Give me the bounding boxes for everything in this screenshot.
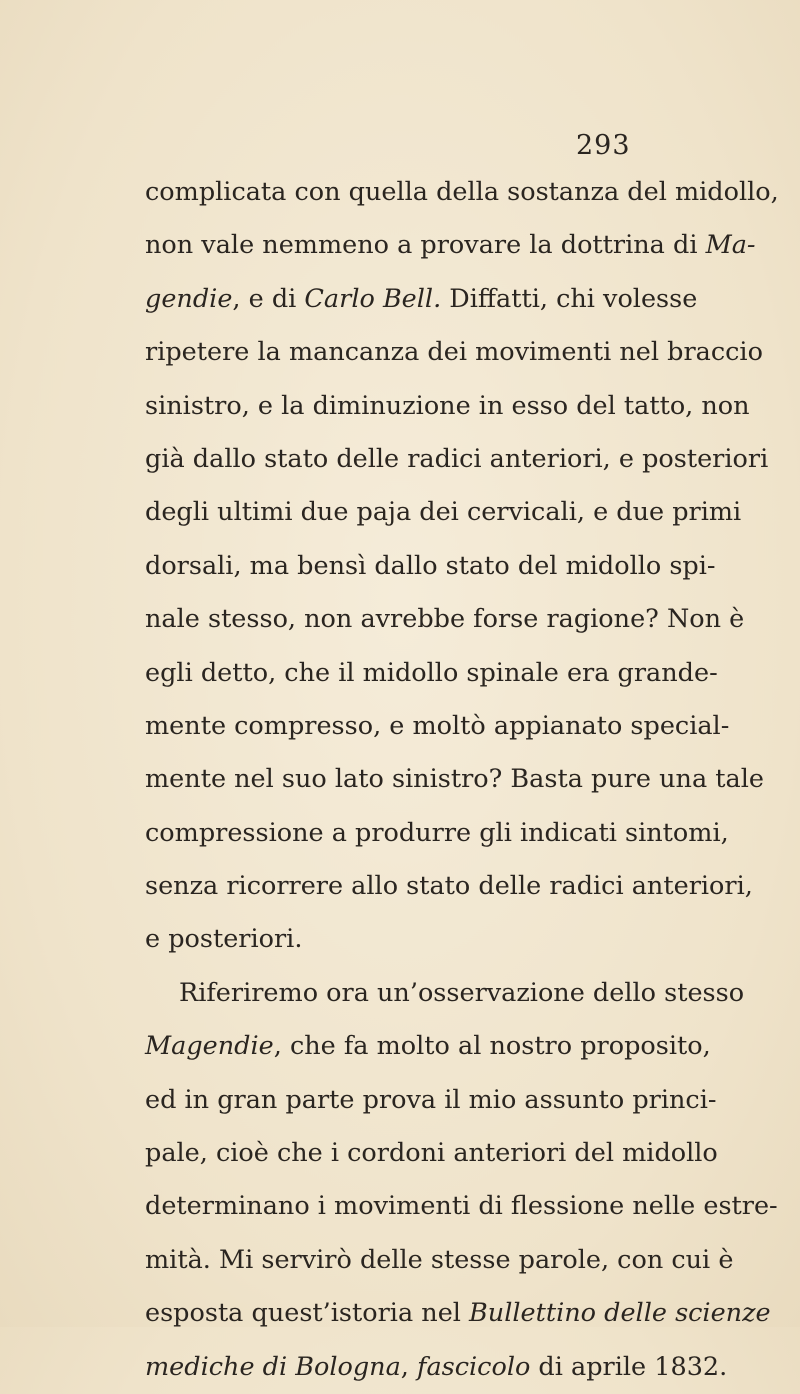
page-number: 293: [576, 130, 631, 161]
text-segment: ed in gran parte prova il mio assunto princi-: [145, 1084, 717, 1115]
text-line: [145, 700, 730, 753]
text-segment: ,: [400, 1351, 418, 1382]
text-segment: mente nel suo lato sinistro? Basta pure una tale: [145, 764, 764, 795]
italic-text: fascicolo: [417, 1351, 531, 1382]
text-line: [145, 273, 698, 326]
text-segment: di aprile 1832.: [530, 1351, 728, 1382]
text-line: [145, 219, 756, 272]
text-line: [145, 1074, 717, 1127]
text-segment: esposta quest’istoria nel: [145, 1298, 470, 1329]
text-segment: , che fa molto al nostro proposito,: [273, 1031, 711, 1062]
text-segment: nale stesso, non avrebbe forse ragione? Non è: [145, 604, 745, 635]
text-line: [145, 326, 763, 379]
italic-text: Carlo Bell.: [304, 283, 442, 314]
text-segment: Diffatti, chi volesse: [441, 283, 698, 314]
italic-text: Bullettino delle scienze: [469, 1298, 771, 1329]
text-segment: degli ultimi due paja dei cervicali, e due primi: [145, 497, 742, 528]
text-segment: , e di: [232, 283, 305, 314]
text-line: [145, 1234, 734, 1287]
italic-text: Magendie: [145, 1031, 274, 1062]
text-line: [145, 433, 769, 486]
text-segment: pale, cioè che i cordoni anteriori del midollo: [145, 1138, 718, 1169]
text-line: [145, 647, 718, 700]
text-segment: dorsali, ma bensì dallo stato del midollo spi-: [145, 550, 716, 581]
text-segment: già dallo stato delle radici anteriori, e posteriori: [145, 443, 769, 474]
italic-text: gendie: [145, 283, 233, 314]
text-segment: mità. Mi servirò delle stesse parole, con cui è: [145, 1244, 734, 1275]
italic-text: Ma-: [705, 230, 756, 261]
text-line: [145, 807, 729, 860]
italic-text: mediche di Bologna: [145, 1351, 401, 1382]
text-line: [145, 380, 750, 433]
text-line: [145, 593, 745, 646]
text-line: [145, 540, 716, 593]
text-line: [145, 1127, 718, 1180]
text-line: [145, 860, 753, 913]
text-line: [145, 486, 742, 539]
text-line: [145, 166, 779, 219]
text-line: [145, 1020, 711, 1073]
text-segment: non vale nemmeno a provare la dottrina di: [145, 230, 706, 261]
text-segment: Riferiremo ora un’osservazione dello stesso: [179, 977, 745, 1008]
text-line: [145, 1180, 778, 1233]
text-segment: compressione a produrre gli indicati sintomi,: [145, 817, 729, 848]
text-segment: senza ricorrere allo stato delle radici anteriori,: [145, 871, 753, 902]
text-line: [145, 1341, 728, 1394]
text-segment: determinano i movimenti di flessione nelle estre-: [145, 1191, 778, 1222]
text-segment: sinistro, e la diminuzione in esso del tatto, non: [145, 390, 750, 421]
text-segment: mente compresso, e moltò appianato special-: [145, 710, 730, 741]
text-segment: egli detto, che il midollo spinale era grande-: [145, 657, 718, 688]
body-text: [145, 166, 779, 1394]
text-line: [145, 753, 764, 806]
text-segment: ripetere la mancanza dei movimenti nel braccio: [145, 337, 763, 368]
text-line: [145, 913, 665, 966]
text-segment: complicata con quella della sostanza del midollo,: [145, 177, 779, 207]
text-line: [145, 1287, 771, 1340]
text-segment: e posteriori.: [145, 924, 303, 955]
text-line: [145, 967, 745, 1020]
